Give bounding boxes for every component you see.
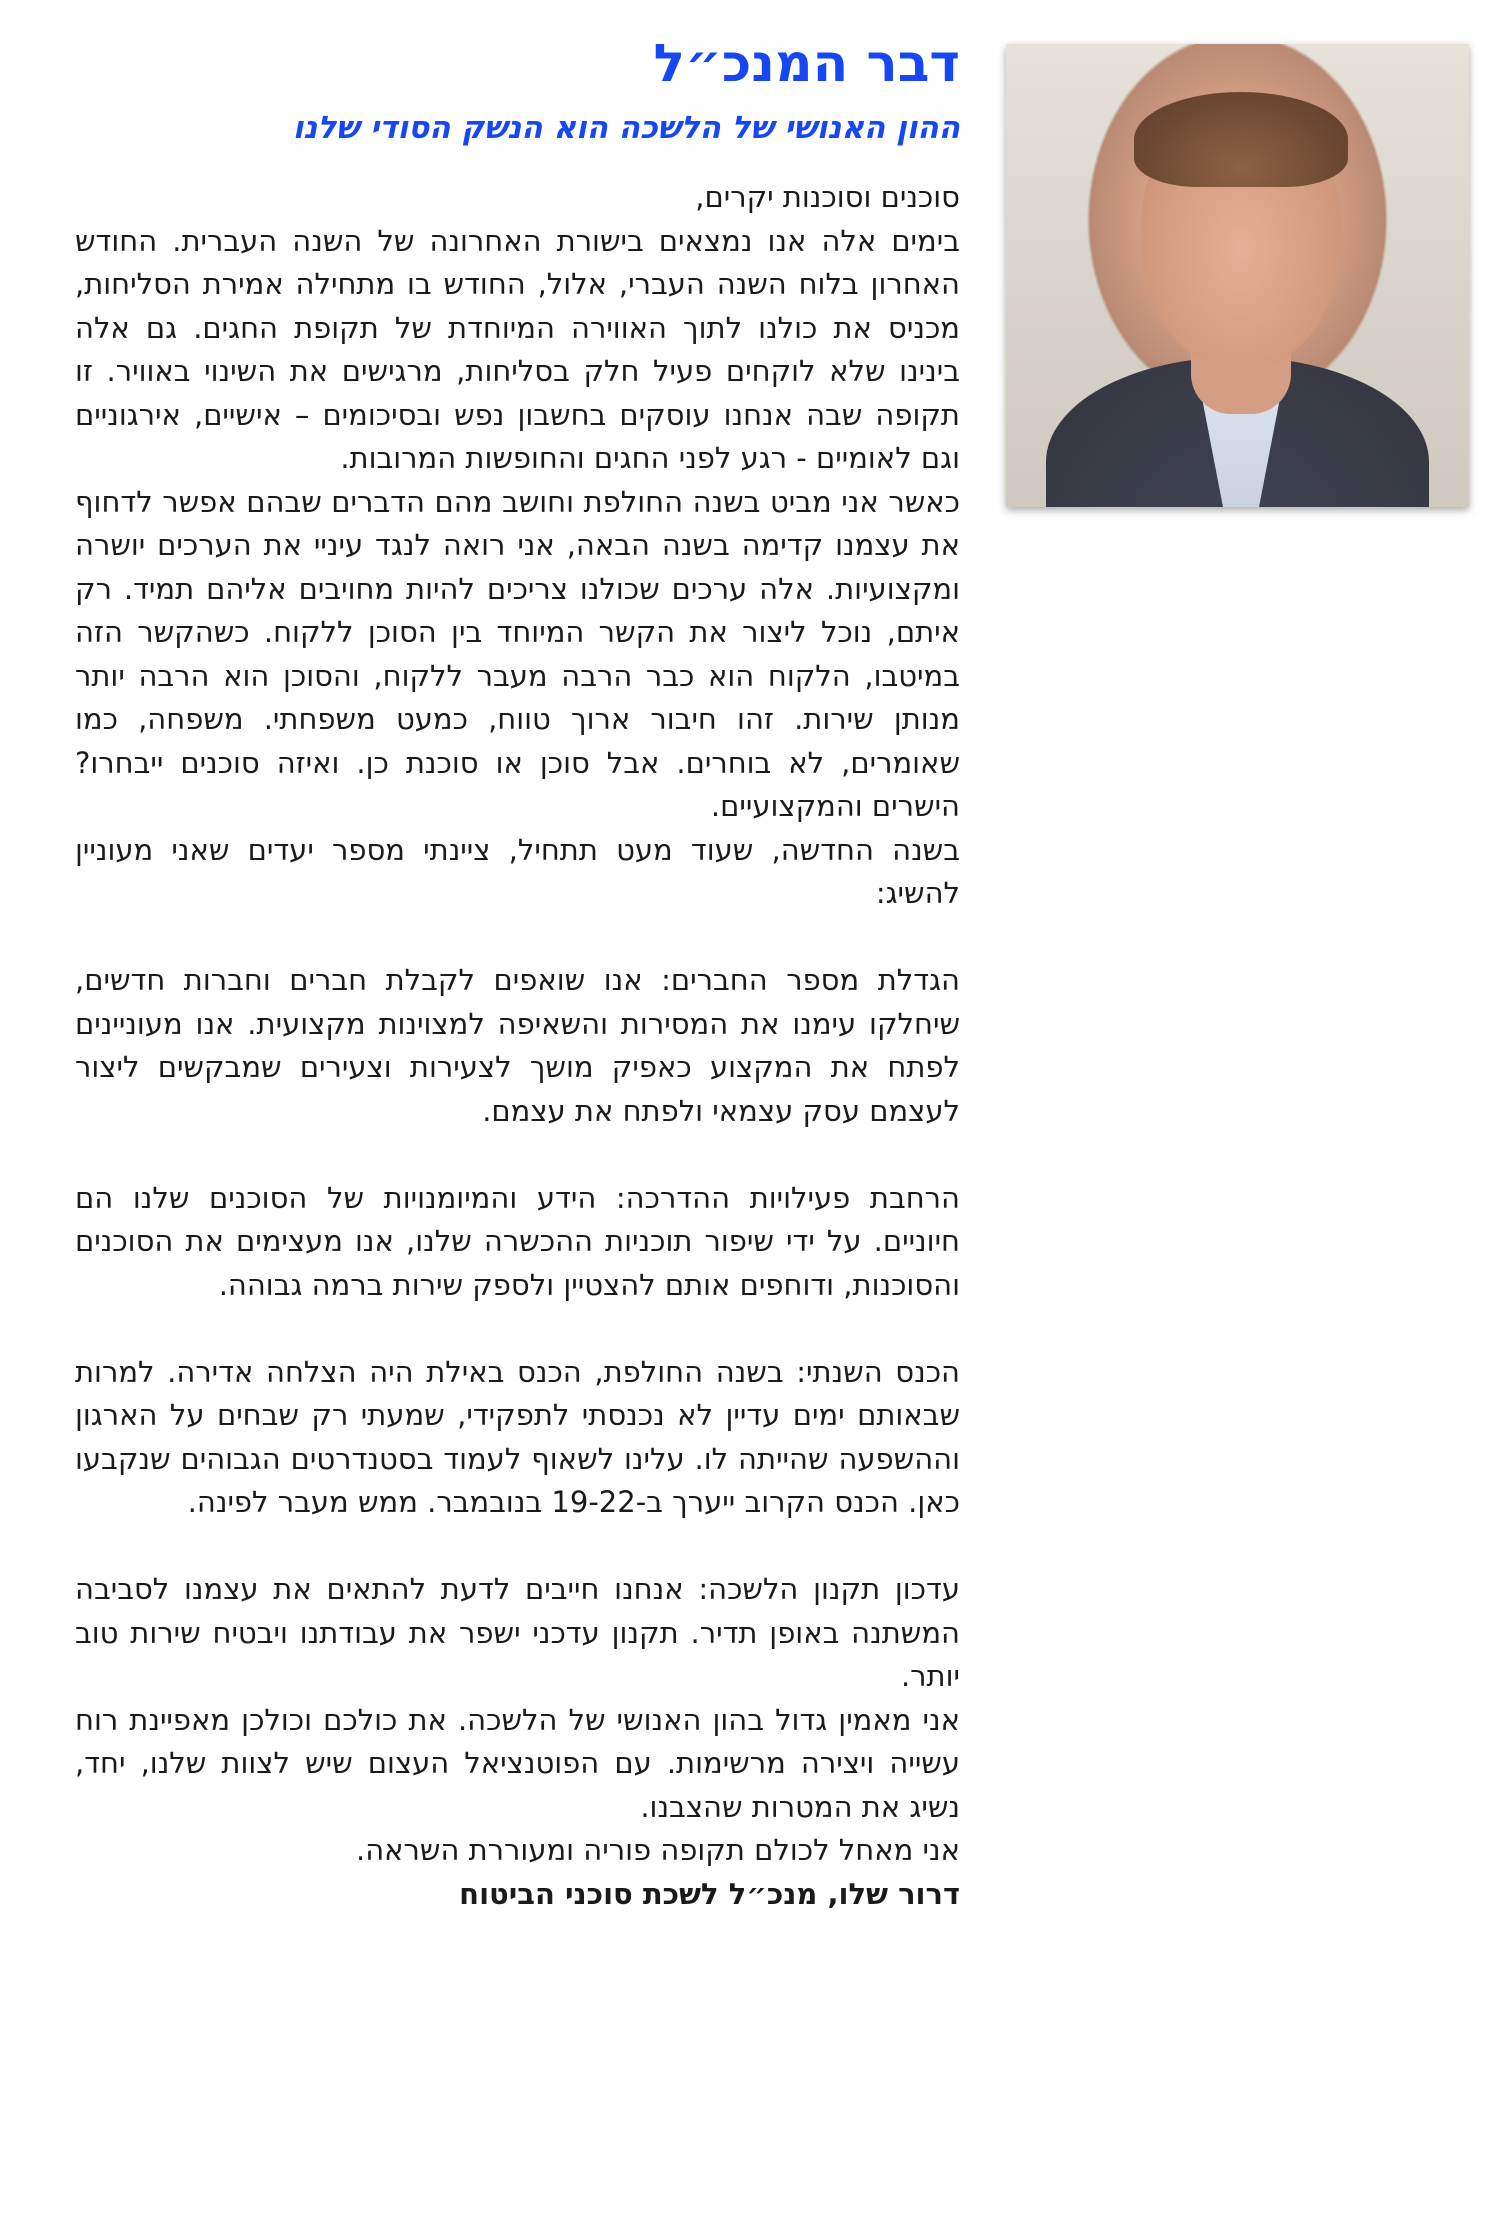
article-paragraph: אני מאמין גדול בהון האנושי של הלשכה. את כולכם וכולכן מאפיינת רוח עשייה ויצירה מרשימות. עם הפוטנציאל העצום שיש לצוות שלנו, יחד, נשיג את המטרות שהצבנו. (75, 1702, 960, 1824)
paragraph-spacer (75, 1133, 960, 1177)
goal-paragraph: עדכון תקנון הלשכה: אנחנו חייבים לדעת להתאים את עצמנו לסביבה המשתנה באופן תדיר. תקנון עדכני ישפר את עבודתנו ויבטיח שירות טוב יותר. (75, 1572, 960, 1693)
ceo-portrait-photo (1006, 44, 1469, 507)
page-title: דבר המנכ״ל (653, 34, 960, 94)
page-subtitle: ההון האנושי של הלשכה הוא הנשק הסודי שלנו (292, 110, 960, 146)
signature: דרור שלו, מנכ״ל לשכת סוכני הביטוח (459, 1876, 960, 1911)
portrait-hair (1134, 92, 1348, 187)
paragraph-spacer (75, 916, 960, 960)
closing-paragraph: אני מאחל לכולם תקופה פוריה ומעוררת השראה. (355, 1833, 960, 1867)
article-paragraph: בימים אלה אנו נמצאים בישורת האחרונה של השנה העברית. החודש האחרון בלוח השנה העברי, אלול, החודש בו מתחילה אמירת הסליחות, מכניס את כולנו לתוך האווירה המיוחדת של תקופת החגים. גם אלה בינינו שלא לוקחים פעיל חלק בסליחות, מרגישים את השינוי באוויר. זו תקופה שבה אנחנו עוסקים בחשבון נפש ובסיכומים – אישיים, אירגוניים וגם לאומיים - רגע לפני החגים והחופשות המרובות. (75, 223, 960, 475)
paragraph-spacer (75, 1525, 960, 1569)
article-paragraph: בשנה החדשה, שעוד מעט תתחיל, ציינתי מספר יעדים שאני מעוניין להשיג: (75, 832, 960, 910)
article-paragraph: כאשר אני מביט בשנה החולפת וחושב מהם הדברים שבהם אפשר לדחוף את עצמנו קדימה בשנה הבאה, אני רואה לנגד עיניי את הערכים יושרה ומקצועיות. אלה ערכים שכולנו צריכים להיות מחויבים אליהם תמיד. רק איתם, נוכל ליצור את הקשר המיוחד בין הסוכן ללקוח. כשהקשר הזה במיטבו, הלקוח הוא כבר הרבה מעבר ללקוח, והסוכן הוא הרבה יותר מנותן שירות. זהו חיבור ארוך טווח, כמעט משפחתי. משפחה, כמו שאומרים, לא בוחרים. אבל סוכן או סוכנת כן. ואיזה סוכנים ייבחרו? הישרים והמקצועיים. (75, 484, 960, 823)
goal-paragraph: הגדלת מספר החברים: אנו שואפים לקבלת חברים וחברות חדשים, שיחלקו עימנו את המסירות והשאיפה למצוינות מקצועית. אנו מעוניינים לפתח את המקצוע כאפיק מושך לצעירות וצעירים שמבקשים ליצור לעצמם עסק עצמאי ולפתח את עצמם. (75, 963, 960, 1128)
paragraph-spacer (75, 1307, 960, 1351)
article-body (75, 176, 960, 1916)
greeting-paragraph: סוכנים וסוכנות יקרים, (695, 180, 960, 214)
goal-paragraph: הכנס השנתי: בשנה החולפת, הכנס באילת היה הצלחה אדירה. למרות שבאותם ימים עדיין לא נכנסתי לתפקידי, שמעתי רק שבחים על הארגון וההשפעה שהייתה לו. עלינו לשאוף לעמוד בסטנדרטים הגבוהים שנקבעו כאן. הכנס הקרוב ייערך ב-19-22 בנובמבר. ממש מעבר לפינה. (75, 1354, 960, 1519)
goal-paragraph: הרחבת פעילויות ההדרכה: הידע והמיומנויות של הסוכנים שלנו הם חיוניים. על ידי שיפור תוכניות ההכשרה שלנו, אנו מעצימים את הסוכנים והסוכנות, ודוחפים אותם להצטיין ולספק שירות ברמה גבוהה. (75, 1180, 960, 1302)
